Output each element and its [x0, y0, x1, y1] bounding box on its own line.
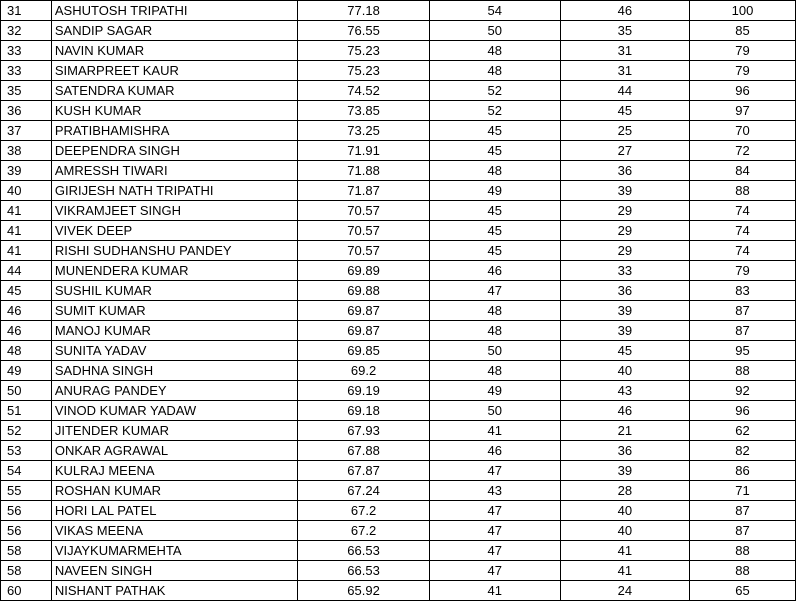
total-cell: 95: [690, 341, 796, 361]
marks-a-cell: 45: [429, 141, 560, 161]
score-cell: 76.55: [298, 21, 429, 41]
marks-b-cell: 40: [560, 361, 689, 381]
marks-a-cell: 46: [429, 261, 560, 281]
score-cell: 69.87: [298, 301, 429, 321]
name-cell: NAVIN KUMAR: [51, 41, 298, 61]
score-cell: 67.88: [298, 441, 429, 461]
table-row: [1, 221, 796, 241]
marks-a-cell: 47: [429, 281, 560, 301]
marks-a-cell: 48: [429, 321, 560, 341]
total-cell: 62: [690, 421, 796, 441]
marks-b-cell: 39: [560, 321, 689, 341]
score-cell: 69.19: [298, 381, 429, 401]
total-cell: 74: [690, 201, 796, 221]
marks-a-cell: 47: [429, 521, 560, 541]
score-cell: 75.23: [298, 61, 429, 81]
total-cell: 82: [690, 441, 796, 461]
table-row: [1, 561, 796, 581]
table-row: [1, 61, 796, 81]
rank-cell: 46: [1, 301, 52, 321]
table-row: [1, 121, 796, 141]
marks-b-cell: 24: [560, 581, 689, 601]
table-row: [1, 521, 796, 541]
total-cell: 87: [690, 321, 796, 341]
name-cell: MUNENDERA KUMAR: [51, 261, 298, 281]
marks-a-cell: 49: [429, 381, 560, 401]
marks-b-cell: 35: [560, 21, 689, 41]
marks-b-cell: 36: [560, 441, 689, 461]
marks-a-cell: 47: [429, 541, 560, 561]
name-cell: KUSH KUMAR: [51, 101, 298, 121]
total-cell: 96: [690, 81, 796, 101]
table-row: [1, 21, 796, 41]
marks-a-cell: 45: [429, 121, 560, 141]
name-cell: DEEPENDRA SINGH: [51, 141, 298, 161]
score-cell: 67.2: [298, 521, 429, 541]
name-cell: VIKRAMJEET SINGH: [51, 201, 298, 221]
marks-a-cell: 41: [429, 581, 560, 601]
table-row: [1, 181, 796, 201]
marks-b-cell: 28: [560, 481, 689, 501]
marks-b-cell: 25: [560, 121, 689, 141]
total-cell: 71: [690, 481, 796, 501]
table-row: [1, 81, 796, 101]
table-row: [1, 281, 796, 301]
total-cell: 74: [690, 221, 796, 241]
marks-a-cell: 48: [429, 361, 560, 381]
marks-b-cell: 39: [560, 301, 689, 321]
total-cell: 74: [690, 241, 796, 261]
rank-cell: 45: [1, 281, 52, 301]
score-cell: 74.52: [298, 81, 429, 101]
score-cell: 73.85: [298, 101, 429, 121]
total-cell: 87: [690, 521, 796, 541]
score-cell: 69.89: [298, 261, 429, 281]
marks-b-cell: 39: [560, 461, 689, 481]
marks-b-cell: 31: [560, 61, 689, 81]
score-cell: 71.91: [298, 141, 429, 161]
rank-cell: 31: [1, 1, 52, 21]
score-cell: 75.23: [298, 41, 429, 61]
marks-a-cell: 48: [429, 41, 560, 61]
table-row: [1, 101, 796, 121]
score-cell: 66.53: [298, 541, 429, 561]
marks-a-cell: 52: [429, 81, 560, 101]
total-cell: 79: [690, 41, 796, 61]
score-cell: 77.18: [298, 1, 429, 21]
total-cell: 88: [690, 541, 796, 561]
rank-cell: 60: [1, 581, 52, 601]
name-cell: SATENDRA KUMAR: [51, 81, 298, 101]
name-cell: NISHANT PATHAK: [51, 581, 298, 601]
table-row: [1, 401, 796, 421]
name-cell: KULRAJ MEENA: [51, 461, 298, 481]
marks-b-cell: 43: [560, 381, 689, 401]
table-row: [1, 541, 796, 561]
total-cell: 87: [690, 501, 796, 521]
marks-a-cell: 50: [429, 21, 560, 41]
rank-cell: 46: [1, 321, 52, 341]
marks-a-cell: 47: [429, 501, 560, 521]
table-row: [1, 461, 796, 481]
name-cell: VIJAYKUMARMEHTA: [51, 541, 298, 561]
name-cell: ROSHAN KUMAR: [51, 481, 298, 501]
marks-a-cell: 47: [429, 561, 560, 581]
score-cell: 69.88: [298, 281, 429, 301]
table-row: [1, 421, 796, 441]
table-row: [1, 1, 796, 21]
marks-b-cell: 29: [560, 241, 689, 261]
total-cell: 92: [690, 381, 796, 401]
rank-cell: 54: [1, 461, 52, 481]
rank-cell: 36: [1, 101, 52, 121]
name-cell: SIMARPREET KAUR: [51, 61, 298, 81]
name-cell: RISHI SUDHANSHU PANDEY: [51, 241, 298, 261]
score-cell: 67.24: [298, 481, 429, 501]
total-cell: 79: [690, 261, 796, 281]
score-cell: 67.2: [298, 501, 429, 521]
score-cell: 69.85: [298, 341, 429, 361]
total-cell: 65: [690, 581, 796, 601]
marks-a-cell: 52: [429, 101, 560, 121]
total-cell: 84: [690, 161, 796, 181]
marks-b-cell: 40: [560, 521, 689, 541]
marks-a-cell: 46: [429, 441, 560, 461]
rank-cell: 51: [1, 401, 52, 421]
rank-cell: 55: [1, 481, 52, 501]
marks-b-cell: 44: [560, 81, 689, 101]
marks-b-cell: 36: [560, 161, 689, 181]
score-cell: 71.87: [298, 181, 429, 201]
marks-a-cell: 48: [429, 161, 560, 181]
marks-b-cell: 33: [560, 261, 689, 281]
marks-a-cell: 43: [429, 481, 560, 501]
total-cell: 88: [690, 561, 796, 581]
total-cell: 88: [690, 361, 796, 381]
table-row: [1, 241, 796, 261]
rank-cell: 40: [1, 181, 52, 201]
total-cell: 100: [690, 1, 796, 21]
table-row: [1, 441, 796, 461]
marks-a-cell: 50: [429, 341, 560, 361]
name-cell: AMRESSH TIWARI: [51, 161, 298, 181]
table-row: [1, 261, 796, 281]
marks-b-cell: 46: [560, 1, 689, 21]
table-row: [1, 481, 796, 501]
name-cell: PRATIBHAMISHRA: [51, 121, 298, 141]
name-cell: SADHNA SINGH: [51, 361, 298, 381]
rank-cell: 48: [1, 341, 52, 361]
rank-cell: 44: [1, 261, 52, 281]
total-cell: 97: [690, 101, 796, 121]
marks-b-cell: 29: [560, 221, 689, 241]
rank-cell: 33: [1, 41, 52, 61]
rank-cell: 38: [1, 141, 52, 161]
score-cell: 70.57: [298, 201, 429, 221]
name-cell: ONKAR AGRAWAL: [51, 441, 298, 461]
rank-cell: 58: [1, 541, 52, 561]
score-cell: 69.87: [298, 321, 429, 341]
table-row: [1, 321, 796, 341]
total-cell: 83: [690, 281, 796, 301]
name-cell: ASHUTOSH TRIPATHI: [51, 1, 298, 21]
total-cell: 70: [690, 121, 796, 141]
marks-a-cell: 45: [429, 221, 560, 241]
rank-cell: 41: [1, 201, 52, 221]
name-cell: VIVEK DEEP: [51, 221, 298, 241]
name-cell: GIRIJESH NATH TRIPATHI: [51, 181, 298, 201]
rank-cell: 33: [1, 61, 52, 81]
table-row: [1, 361, 796, 381]
total-cell: 96: [690, 401, 796, 421]
rank-cell: 56: [1, 521, 52, 541]
marks-b-cell: 36: [560, 281, 689, 301]
name-cell: JITENDER KUMAR: [51, 421, 298, 441]
table-row: [1, 301, 796, 321]
marks-b-cell: 41: [560, 541, 689, 561]
name-cell: ANURAG PANDEY: [51, 381, 298, 401]
score-cell: 65.92: [298, 581, 429, 601]
table-row: [1, 581, 796, 601]
marks-a-cell: 41: [429, 421, 560, 441]
marks-a-cell: 49: [429, 181, 560, 201]
marks-b-cell: 46: [560, 401, 689, 421]
score-cell: 67.93: [298, 421, 429, 441]
name-cell: HORI LAL PATEL: [51, 501, 298, 521]
total-cell: 72: [690, 141, 796, 161]
name-cell: VINOD KUMAR YADAW: [51, 401, 298, 421]
marks-b-cell: 27: [560, 141, 689, 161]
results-table-body: [1, 1, 796, 601]
marks-a-cell: 47: [429, 461, 560, 481]
marks-a-cell: 45: [429, 201, 560, 221]
name-cell: SUNITA YADAV: [51, 341, 298, 361]
score-cell: 67.87: [298, 461, 429, 481]
total-cell: 88: [690, 181, 796, 201]
rank-cell: 50: [1, 381, 52, 401]
marks-a-cell: 45: [429, 241, 560, 261]
marks-b-cell: 40: [560, 501, 689, 521]
rank-cell: 56: [1, 501, 52, 521]
name-cell: VIKAS MEENA: [51, 521, 298, 541]
table-row: [1, 201, 796, 221]
score-cell: 73.25: [298, 121, 429, 141]
rank-cell: 52: [1, 421, 52, 441]
score-cell: 69.18: [298, 401, 429, 421]
score-cell: 71.88: [298, 161, 429, 181]
name-cell: SUSHIL KUMAR: [51, 281, 298, 301]
marks-b-cell: 29: [560, 201, 689, 221]
table-row: [1, 341, 796, 361]
marks-b-cell: 21: [560, 421, 689, 441]
table-row: [1, 141, 796, 161]
marks-b-cell: 31: [560, 41, 689, 61]
rank-cell: 49: [1, 361, 52, 381]
rank-cell: 58: [1, 561, 52, 581]
score-cell: 70.57: [298, 221, 429, 241]
table-row: [1, 41, 796, 61]
total-cell: 86: [690, 461, 796, 481]
marks-b-cell: 41: [560, 561, 689, 581]
rank-cell: 41: [1, 221, 52, 241]
total-cell: 85: [690, 21, 796, 41]
marks-a-cell: 48: [429, 301, 560, 321]
marks-a-cell: 54: [429, 1, 560, 21]
table-row: [1, 161, 796, 181]
total-cell: 87: [690, 301, 796, 321]
table-row: [1, 381, 796, 401]
name-cell: MANOJ KUMAR: [51, 321, 298, 341]
rank-cell: 41: [1, 241, 52, 261]
table-row: [1, 501, 796, 521]
rank-cell: 37: [1, 121, 52, 141]
marks-b-cell: 45: [560, 341, 689, 361]
rank-cell: 39: [1, 161, 52, 181]
name-cell: SUMIT KUMAR: [51, 301, 298, 321]
rank-cell: 35: [1, 81, 52, 101]
marks-b-cell: 45: [560, 101, 689, 121]
score-cell: 70.57: [298, 241, 429, 261]
marks-b-cell: 39: [560, 181, 689, 201]
total-cell: 79: [690, 61, 796, 81]
score-cell: 66.53: [298, 561, 429, 581]
rank-cell: 32: [1, 21, 52, 41]
marks-a-cell: 48: [429, 61, 560, 81]
name-cell: SANDIP SAGAR: [51, 21, 298, 41]
score-cell: 69.2: [298, 361, 429, 381]
name-cell: NAVEEN SINGH: [51, 561, 298, 581]
marks-a-cell: 50: [429, 401, 560, 421]
rank-cell: 53: [1, 441, 52, 461]
